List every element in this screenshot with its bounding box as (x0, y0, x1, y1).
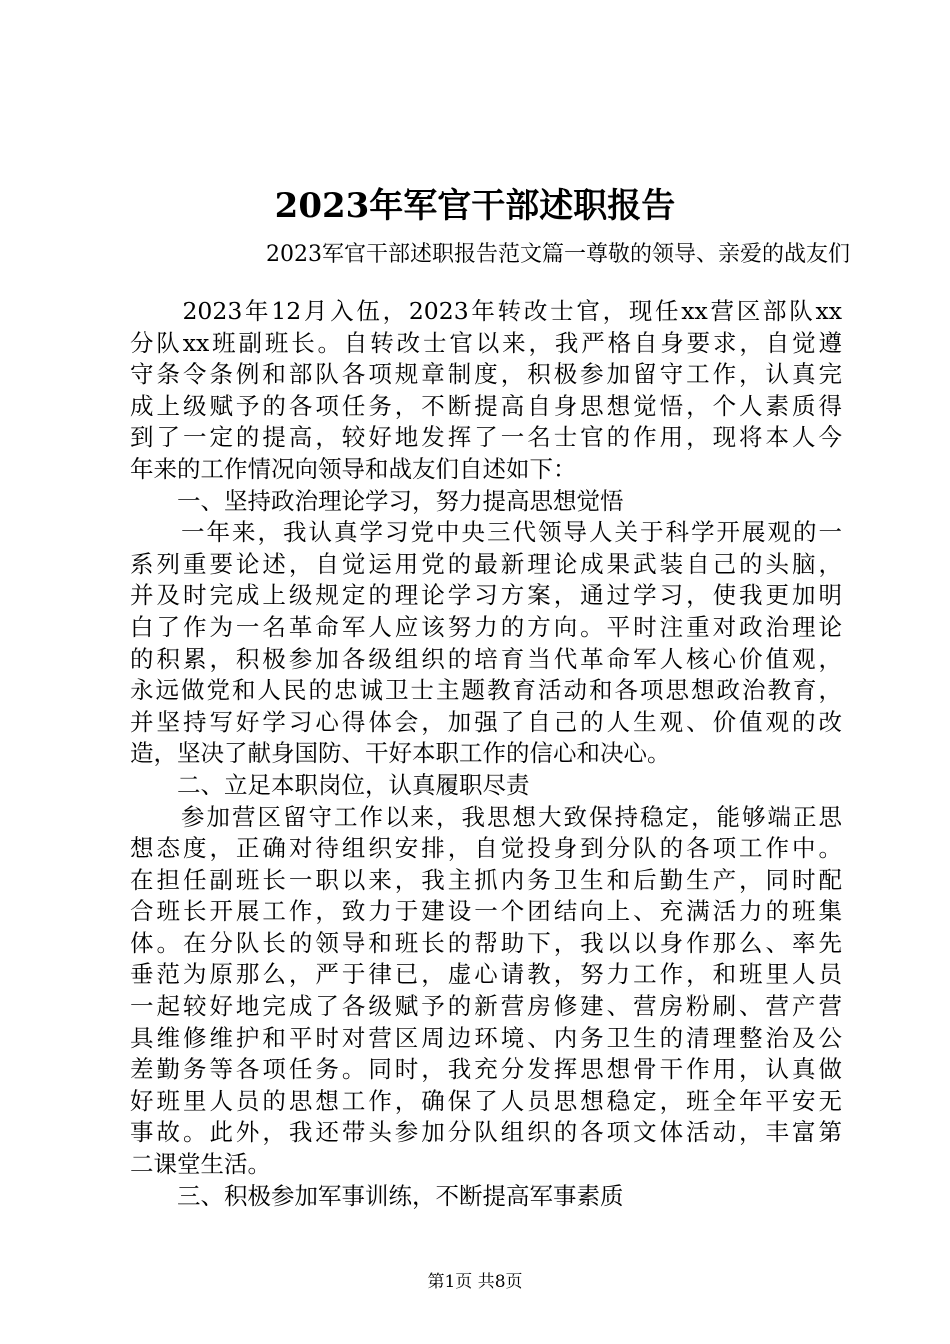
body-line: 年来的工作情况向领导和战友们自述如下： (130, 454, 577, 483)
body-line: 造，坚决了献身国防、干好本职工作的信心和决心。 (130, 739, 671, 768)
body-line: 合班长开展工作，致力于建设一个团结向上、充满活力的班集 (130, 897, 842, 926)
body-line: 二课堂生活。 (130, 1150, 271, 1179)
body-line: 在担任副班长一职以来，我主抓内务卫生和后勤生产，同时配 (130, 865, 842, 894)
document-subtitle: 2023军官干部述职报告范文篇一尊敬的领导、亲爱的战友们 (266, 242, 850, 267)
body-line: 守条令条例和部队各项规章制度，积极参加留守工作，认真完 (130, 360, 842, 389)
body-line: 的积累，积极参加各级组织的培育当代革命军人核心价值观， (130, 644, 842, 673)
document-title: 2023年军官干部述职报告 (274, 186, 676, 226)
body-line: 想态度，正确对待组织安排，自觉投身到分队的各项工作中。 (130, 834, 842, 863)
body-line: 2023年12月入伍，2023年转改士官，现任xx营区部队xx (130, 297, 842, 325)
body-line: 一、坚持政治理论学习，努力提高思想觉悟 (130, 486, 624, 515)
body-line: 三、积极参加军事训练，不断提高军事素质 (130, 1181, 624, 1210)
body-line: 垂范为原那么，严于律已，虚心请教，努力工作，和班里人员 (130, 960, 842, 989)
body-line: 并坚持写好学习心得体会，加强了自己的人生观、价值观的改 (130, 707, 842, 736)
body-line: 白了作为一名革命军人应该努力的方向。平时注重对政治理论 (130, 612, 842, 641)
body-line: 好班里人员的思想工作，确保了人员思想稳定，班全年平安无 (130, 1086, 842, 1115)
body-line: 并及时完成上级规定的理论学习方案，通过学习，使我更加明 (130, 581, 842, 610)
body-line: 事故。此外，我还带头参加分队组织的各项文体活动，丰富第 (130, 1118, 842, 1147)
body-line: 永远做党和人民的忠诚卫士主题教育活动和各项思想政治教育， (130, 676, 842, 705)
body-line: 差勤务等各项任务。同时，我充分发挥思想骨干作用，认真做 (130, 1055, 842, 1084)
body-line: 到了一定的提高，较好地发挥了一名士官的作用，现将本人今 (130, 423, 842, 452)
body-line: 参加营区留守工作以来，我思想大致保持稳定，能够端正思 (130, 802, 842, 831)
body-line: 一年来，我认真学习党中央三代领导人关于科学开展观的一 (130, 518, 842, 547)
body-line: 成上级赋予的各项任务，不断提高自身思想觉悟，个人素质得 (130, 391, 842, 420)
body-line: 系列重要论述，自觉运用党的最新理论成果武装自己的头脑， (130, 549, 842, 578)
body-line: 一起较好地完成了各级赋予的新营房修建、营房粉刷、营产营 (130, 992, 842, 1021)
body-line: 二、立足本职岗位，认真履职尽责 (130, 770, 530, 799)
body-line: 体。在分队长的领导和班长的帮助下，我以以身作那么、率先 (130, 928, 842, 957)
body-text (130, 296, 842, 1212)
page-footer: 第1页 共8页 (427, 1272, 523, 1292)
body-line: 具维修维护和平时对营区周边环境、内务卫生的清理整治及公 (130, 1023, 842, 1052)
body-line: 分队xx班副班长。自转改士官以来，我严格自身要求，自觉遵 (130, 328, 842, 357)
